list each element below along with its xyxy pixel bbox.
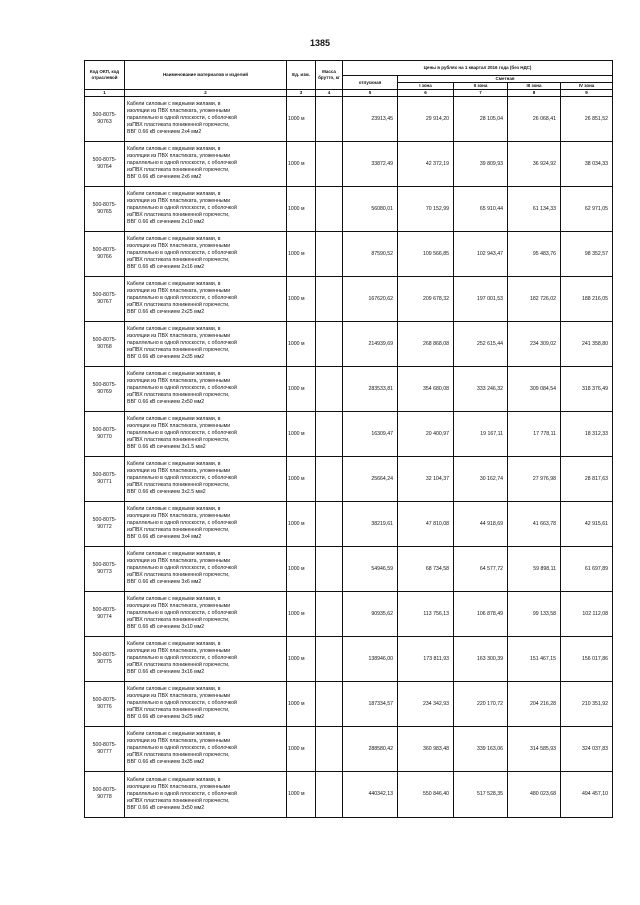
zone-4-price: 18 312,33 bbox=[561, 411, 613, 456]
product-name-line: ВВГ 0.66 кВ сечением 3х1.5 мм2 bbox=[127, 444, 206, 451]
product-name-line: изоляции из ПВХ пластиката, уложенными bbox=[127, 513, 231, 520]
table-row bbox=[85, 366, 613, 411]
zone-3-price: 204 216,28 bbox=[508, 681, 561, 726]
unit-of-measure: 1000 м bbox=[287, 546, 316, 591]
product-name-line: изоляции из ПВХ пластиката, уложенными bbox=[127, 738, 231, 745]
unit-of-measure: 1000 м bbox=[287, 591, 316, 636]
table-body bbox=[85, 96, 613, 817]
product-name bbox=[125, 366, 287, 411]
product-name-line: изоляции из ПВХ пластиката, уложенными bbox=[127, 333, 231, 340]
zone-2-price: 19 167,11 bbox=[454, 411, 508, 456]
product-name-line: ВВГ 0.66 кВ сечением 2х25 мм2 bbox=[127, 309, 205, 316]
product-code-part: 500-8075- bbox=[92, 246, 117, 253]
unit-of-measure: 1000 м bbox=[287, 771, 316, 817]
product-name bbox=[125, 681, 287, 726]
zone-1-price: 360 983,48 bbox=[398, 726, 454, 771]
release-price: 283533,81 bbox=[343, 366, 398, 411]
zone-4-price: 156 017,86 bbox=[561, 636, 613, 681]
product-name-line: ВВГ 0.66 кВ сечением 2х50 мм2 bbox=[127, 399, 205, 406]
gross-mass bbox=[316, 231, 343, 276]
table-row bbox=[85, 771, 613, 817]
zone-4-price: 210 351,92 bbox=[561, 681, 613, 726]
gross-mass bbox=[316, 276, 343, 321]
product-name-line: ВВГ 0.66 кВ сечением 3х4 мм2 bbox=[127, 534, 202, 541]
product-code bbox=[85, 186, 125, 231]
product-name-line: Кабели силовые с медными жилами, в bbox=[127, 461, 221, 468]
product-name-line: изоляции из ПВХ пластиката, уложенными bbox=[127, 288, 231, 295]
column-number: 4 bbox=[316, 89, 343, 96]
gross-mass bbox=[316, 321, 343, 366]
product-name-line: изПВХ пластиката пониженной горючести, bbox=[127, 527, 230, 534]
product-name-line: изоляции из ПВХ пластиката, уложенными bbox=[127, 783, 231, 790]
product-name-line: параллельно в одной плоскости, с оболочкой bbox=[127, 160, 237, 167]
product-code-part: 500-8075- bbox=[92, 516, 117, 523]
product-code-part: 90774 bbox=[97, 613, 112, 620]
product-code-part: 90778 bbox=[97, 794, 112, 801]
zone-2-price: 333 246,32 bbox=[454, 366, 508, 411]
zone-2-price: 65 910,44 bbox=[454, 186, 508, 231]
release-price: 87590,52 bbox=[343, 231, 398, 276]
unit-of-measure: 1000 м bbox=[287, 681, 316, 726]
zone-3-price: 314 585,93 bbox=[508, 726, 561, 771]
product-code bbox=[85, 411, 125, 456]
product-name-line: Кабели силовые с медными жилами, в bbox=[127, 686, 221, 693]
product-name-line: ВВГ 0.66 кВ сечением 2х16 мм2 bbox=[127, 264, 205, 271]
zone-2-price: 64 577,72 bbox=[454, 546, 508, 591]
header-code: Код ОКП, код отраслевой bbox=[85, 61, 125, 90]
zone-3-price: 234 309,02 bbox=[508, 321, 561, 366]
product-code-part: 500-8075- bbox=[92, 696, 117, 703]
zone-1-price: 20 400,97 bbox=[398, 411, 454, 456]
product-name-line: ВВГ 0.66 кВ сечением 3х50 мм2 bbox=[127, 804, 205, 811]
table-row bbox=[85, 141, 613, 186]
release-price: 33872,49 bbox=[343, 141, 398, 186]
product-name-line: Кабели силовые с медными жилами, в bbox=[127, 371, 221, 378]
product-name-line: Кабели силовые с медными жилами, в bbox=[127, 506, 221, 513]
page-number: 1385 bbox=[309, 38, 331, 48]
unit-of-measure: 1000 м bbox=[287, 321, 316, 366]
release-price: 16309,47 bbox=[343, 411, 398, 456]
zone-3-price: 95 483,76 bbox=[508, 231, 561, 276]
product-name-line: изоляции из ПВХ пластиката, уложенными bbox=[127, 198, 231, 205]
product-code-part: 90770 bbox=[97, 433, 112, 440]
product-name-line: изПВХ пластиката пониженной горючести, bbox=[127, 167, 230, 174]
table-row bbox=[85, 636, 613, 681]
table-row bbox=[85, 321, 613, 366]
zone-2-price: 517 528,35 bbox=[454, 771, 508, 817]
column-number-row bbox=[85, 89, 613, 96]
unit-of-measure: 1000 м bbox=[287, 186, 316, 231]
zone-4-price: 28 817,63 bbox=[561, 456, 613, 501]
price-table bbox=[84, 60, 613, 818]
zone-1-price: 268 868,08 bbox=[398, 321, 454, 366]
zone-4-price: 494 457,10 bbox=[561, 771, 613, 817]
product-name-line: ВВГ 0.66 кВ сечением 3х6 мм2 bbox=[127, 579, 202, 586]
product-name-line: параллельно в одной плоскости, с оболочкой bbox=[127, 475, 237, 482]
zone-2-price: 220 170,72 bbox=[454, 681, 508, 726]
header-mass: Масса брутто, кг bbox=[316, 61, 343, 90]
zone-4-price: 324 037,83 bbox=[561, 726, 613, 771]
product-name-line: Кабели силовые с медными жилами, в bbox=[127, 596, 221, 603]
zone-1-price: 550 846,40 bbox=[398, 771, 454, 817]
column-number: 9 bbox=[561, 89, 613, 96]
table-row bbox=[85, 456, 613, 501]
zone-2-price: 102 943,47 bbox=[454, 231, 508, 276]
product-name-line: изПВХ пластиката пониженной горючести, bbox=[127, 122, 230, 129]
product-name-line: изоляции из ПВХ пластиката, уложенными bbox=[127, 693, 231, 700]
header-unit: Ед. изм. bbox=[287, 61, 316, 90]
release-price: 25664,24 bbox=[343, 456, 398, 501]
zone-4-price: 62 971,05 bbox=[561, 186, 613, 231]
zone-3-price: 41 663,78 bbox=[508, 501, 561, 546]
zone-3-price: 182 726,02 bbox=[508, 276, 561, 321]
zone-4-price: 98 352,57 bbox=[561, 231, 613, 276]
product-name-line: изПВХ пластиката пониженной горючести, bbox=[127, 572, 230, 579]
zone-1-price: 42 372,19 bbox=[398, 141, 454, 186]
product-name-line: Кабели силовые с медными жилами, в bbox=[127, 641, 221, 648]
gross-mass bbox=[316, 411, 343, 456]
zone-3-price: 61 134,33 bbox=[508, 186, 561, 231]
zone-3-price: 480 023,68 bbox=[508, 771, 561, 817]
product-name-line: изоляции из ПВХ пластиката, уложенными bbox=[127, 603, 231, 610]
zone-3-price: 26 068,41 bbox=[508, 96, 561, 141]
product-name-line: параллельно в одной плоскости, с оболочкой bbox=[127, 115, 237, 122]
table-row bbox=[85, 501, 613, 546]
unit-of-measure: 1000 м bbox=[287, 726, 316, 771]
product-name-line: изоляции из ПВХ пластиката, уложенными bbox=[127, 153, 231, 160]
product-code-part: 500-8075- bbox=[92, 561, 117, 568]
product-code bbox=[85, 501, 125, 546]
table-row bbox=[85, 186, 613, 231]
product-name bbox=[125, 771, 287, 817]
table-row bbox=[85, 411, 613, 456]
table-row bbox=[85, 96, 613, 141]
product-code bbox=[85, 546, 125, 591]
product-name-line: Кабели силовые с медными жилами, в bbox=[127, 731, 221, 738]
zone-2-price: 106 878,49 bbox=[454, 591, 508, 636]
product-name bbox=[125, 591, 287, 636]
product-name-line: изоляции из ПВХ пластиката, уложенными bbox=[127, 243, 231, 250]
product-name-line: ВВГ 0.66 кВ сечением 3х2.5 мм2 bbox=[127, 489, 206, 496]
product-name-line: изоляции из ПВХ пластиката, уложенными bbox=[127, 423, 231, 430]
product-name bbox=[125, 321, 287, 366]
product-code-part: 90776 bbox=[97, 703, 112, 710]
release-price: 187334,57 bbox=[343, 681, 398, 726]
product-name-line: Кабели силовые с медными жилами, в bbox=[127, 551, 221, 558]
zone-4-price: 42 915,61 bbox=[561, 501, 613, 546]
product-code-part: 90777 bbox=[97, 748, 112, 755]
product-name-line: ВВГ 0.66 кВ сечением 3х16 мм2 bbox=[127, 669, 205, 676]
zone-1-price: 173 811,93 bbox=[398, 636, 454, 681]
unit-of-measure: 1000 м bbox=[287, 366, 316, 411]
zone-1-price: 113 756,13 bbox=[398, 591, 454, 636]
product-name-line: изПВХ пластиката пониженной горючести, bbox=[127, 347, 230, 354]
column-number: 2 bbox=[125, 89, 287, 96]
gross-mass bbox=[316, 186, 343, 231]
release-price: 440342,13 bbox=[343, 771, 398, 817]
zone-4-price: 61 697,89 bbox=[561, 546, 613, 591]
gross-mass bbox=[316, 546, 343, 591]
product-code-part: 500-8075- bbox=[92, 336, 117, 343]
gross-mass bbox=[316, 141, 343, 186]
product-code bbox=[85, 141, 125, 186]
table-row bbox=[85, 591, 613, 636]
product-name-line: изоляции из ПВХ пластиката, уложенными bbox=[127, 558, 231, 565]
product-name-line: Кабели силовые с медными жилами, в bbox=[127, 326, 221, 333]
product-code-part: 500-8075- bbox=[92, 291, 117, 298]
product-name-line: ВВГ 0.66 кВ сечением 2х4 мм2 bbox=[127, 129, 202, 136]
product-name bbox=[125, 276, 287, 321]
header-release-price: отпускная bbox=[343, 76, 398, 90]
column-number: 7 bbox=[454, 89, 508, 96]
header-zone-1: I зона bbox=[398, 83, 454, 90]
column-number: 1 bbox=[85, 89, 125, 96]
product-name-line: Кабели силовые с медными жилами, в bbox=[127, 776, 221, 783]
gross-mass bbox=[316, 501, 343, 546]
product-name bbox=[125, 456, 287, 501]
gross-mass bbox=[316, 366, 343, 411]
product-name-line: параллельно в одной плоскости, с оболочкой bbox=[127, 655, 237, 662]
product-name bbox=[125, 96, 287, 141]
unit-of-measure: 1000 м bbox=[287, 231, 316, 276]
zone-1-price: 209 678,32 bbox=[398, 276, 454, 321]
header-name: Наименование материалов и изделий bbox=[125, 61, 287, 90]
table-row bbox=[85, 546, 613, 591]
product-code-part: 500-8075- bbox=[92, 381, 117, 388]
zone-1-price: 354 680,08 bbox=[398, 366, 454, 411]
product-name-line: изПВХ пластиката пониженной горючести, bbox=[127, 482, 230, 489]
product-name-line: параллельно в одной плоскости, с оболочкой bbox=[127, 295, 237, 302]
product-code-part: 500-8075- bbox=[92, 741, 117, 748]
release-price: 38219,61 bbox=[343, 501, 398, 546]
product-name-line: изПВХ пластиката пониженной горючести, bbox=[127, 437, 230, 444]
product-name bbox=[125, 411, 287, 456]
zone-2-price: 339 163,06 bbox=[454, 726, 508, 771]
product-code bbox=[85, 681, 125, 726]
product-code bbox=[85, 96, 125, 141]
product-name-line: Кабели силовые с медными жилами, в bbox=[127, 146, 221, 153]
product-name-line: ВВГ 0.66 кВ сечением 3х35 мм2 bbox=[127, 759, 205, 766]
product-code-part: 90767 bbox=[97, 298, 112, 305]
table-row bbox=[85, 276, 613, 321]
product-name bbox=[125, 501, 287, 546]
product-name-line: изПВХ пластиката пониженной горючести, bbox=[127, 707, 230, 714]
product-name-line: Кабели силовые с медными жилами, в bbox=[127, 191, 221, 198]
gross-mass bbox=[316, 456, 343, 501]
product-code-part: 90763 bbox=[97, 118, 112, 125]
product-name-line: ВВГ 0.66 кВ сечением 2х35 мм2 bbox=[127, 354, 205, 361]
header-prices-title: Цены в рублях на 1 квартал 2016 года (без НДС) bbox=[343, 61, 613, 76]
unit-of-measure: 1000 м bbox=[287, 636, 316, 681]
zone-1-price: 29 914,20 bbox=[398, 96, 454, 141]
product-name-line: изПВХ пластиката пониженной горючести, bbox=[127, 662, 230, 669]
zone-2-price: 197 001,53 bbox=[454, 276, 508, 321]
zone-2-price: 163 300,39 bbox=[454, 636, 508, 681]
product-name-line: параллельно в одной плоскости, с оболочкой bbox=[127, 610, 237, 617]
product-code-part: 90768 bbox=[97, 343, 112, 350]
product-name-line: параллельно в одной плоскости, с оболочкой bbox=[127, 745, 237, 752]
zone-2-price: 252 615,44 bbox=[454, 321, 508, 366]
zone-2-price: 44 918,69 bbox=[454, 501, 508, 546]
release-price: 54946,59 bbox=[343, 546, 398, 591]
product-code bbox=[85, 636, 125, 681]
release-price: 56080,01 bbox=[343, 186, 398, 231]
product-code bbox=[85, 321, 125, 366]
product-name-line: ВВГ 0.66 кВ сечением 2х6 мм2 bbox=[127, 174, 202, 181]
header-zone-4: IV зона bbox=[561, 83, 613, 90]
product-name-line: изПВХ пластиката пониженной горючести, bbox=[127, 392, 230, 399]
product-code-part: 500-8075- bbox=[92, 471, 117, 478]
product-code-part: 90772 bbox=[97, 523, 112, 530]
product-code-part: 500-8075- bbox=[92, 606, 117, 613]
table-row bbox=[85, 231, 613, 276]
gross-mass bbox=[316, 771, 343, 817]
zone-4-price: 241 358,80 bbox=[561, 321, 613, 366]
product-code-part: 500-8075- bbox=[92, 787, 117, 794]
product-name-line: изПВХ пластиката пониженной горючести, bbox=[127, 212, 230, 219]
product-name-line: параллельно в одной плоскости, с оболочкой bbox=[127, 700, 237, 707]
zone-3-price: 17 778,11 bbox=[508, 411, 561, 456]
zone-2-price: 30 162,74 bbox=[454, 456, 508, 501]
zone-3-price: 59 898,11 bbox=[508, 546, 561, 591]
product-code-part: 500-8075- bbox=[92, 156, 117, 163]
table-row bbox=[85, 726, 613, 771]
product-name-line: изПВХ пластиката пониженной горючести, bbox=[127, 752, 230, 759]
product-code-part: 90771 bbox=[97, 478, 112, 485]
product-name-line: Кабели силовые с медными жилами, в bbox=[127, 236, 221, 243]
zone-4-price: 38 034,33 bbox=[561, 141, 613, 186]
zone-1-price: 47 810,08 bbox=[398, 501, 454, 546]
header-estimated-price: Сметная bbox=[398, 76, 613, 83]
zone-4-price: 102 112,08 bbox=[561, 591, 613, 636]
column-number: 5 bbox=[343, 89, 398, 96]
product-code bbox=[85, 456, 125, 501]
column-number: 3 bbox=[287, 89, 316, 96]
gross-mass bbox=[316, 681, 343, 726]
product-name-line: изоляции из ПВХ пластиката, уложенными bbox=[127, 648, 231, 655]
zone-3-price: 151 467,15 bbox=[508, 636, 561, 681]
product-name-line: изПВХ пластиката пониженной горючести, bbox=[127, 257, 230, 264]
product-name-line: изПВХ пластиката пониженной горючести, bbox=[127, 797, 230, 804]
zone-2-price: 28 105,04 bbox=[454, 96, 508, 141]
product-name-line: ВВГ 0.66 кВ сечением 3х25 мм2 bbox=[127, 714, 205, 721]
gross-mass bbox=[316, 726, 343, 771]
product-name-line: параллельно в одной плоскости, с оболочкой bbox=[127, 565, 237, 572]
product-name-line: параллельно в одной плоскости, с оболочкой bbox=[127, 520, 237, 527]
product-name bbox=[125, 231, 287, 276]
product-name-line: Кабели силовые с медными жилами, в bbox=[127, 101, 221, 108]
product-code-part: 90764 bbox=[97, 163, 112, 170]
product-name-line: параллельно в одной плоскости, с оболочкой bbox=[127, 790, 237, 797]
product-name bbox=[125, 726, 287, 771]
product-code-part: 90775 bbox=[97, 658, 112, 665]
zone-3-price: 27 976,98 bbox=[508, 456, 561, 501]
zone-4-price: 188 216,05 bbox=[561, 276, 613, 321]
zone-2-price: 39 809,93 bbox=[454, 141, 508, 186]
column-number: 8 bbox=[508, 89, 561, 96]
product-name bbox=[125, 636, 287, 681]
release-price: 288580,42 bbox=[343, 726, 398, 771]
product-code bbox=[85, 771, 125, 817]
product-name-line: параллельно в одной плоскости, с оболочкой bbox=[127, 250, 237, 257]
gross-mass bbox=[316, 636, 343, 681]
zone-3-price: 36 924,92 bbox=[508, 141, 561, 186]
product-code-part: 90769 bbox=[97, 388, 112, 395]
zone-1-price: 70 152,99 bbox=[398, 186, 454, 231]
zone-3-price: 309 084,54 bbox=[508, 366, 561, 411]
product-code-part: 500-8075- bbox=[92, 111, 117, 118]
product-code-part: 500-8075- bbox=[92, 426, 117, 433]
product-name-line: изоляции из ПВХ пластиката, уложенными bbox=[127, 468, 231, 475]
zone-3-price: 99 133,58 bbox=[508, 591, 561, 636]
product-name-line: Кабели силовые с медными жилами, в bbox=[127, 416, 221, 423]
release-price: 23913,45 bbox=[343, 96, 398, 141]
product-code bbox=[85, 591, 125, 636]
product-name-line: параллельно в одной плоскости, с оболочкой bbox=[127, 385, 237, 392]
zone-4-price: 318 376,49 bbox=[561, 366, 613, 411]
product-code bbox=[85, 366, 125, 411]
product-code-part: 90765 bbox=[97, 208, 112, 215]
zone-1-price: 32 104,37 bbox=[398, 456, 454, 501]
header-zone-2: II зона bbox=[454, 83, 508, 90]
product-code-part: 90766 bbox=[97, 253, 112, 260]
product-name-line: параллельно в одной плоскости, с оболочкой bbox=[127, 340, 237, 347]
zone-1-price: 68 734,58 bbox=[398, 546, 454, 591]
product-name-line: Кабели силовые с медными жилами, в bbox=[127, 281, 221, 288]
unit-of-measure: 1000 м bbox=[287, 276, 316, 321]
zone-1-price: 234 342,93 bbox=[398, 681, 454, 726]
unit-of-measure: 1000 м bbox=[287, 96, 316, 141]
product-code bbox=[85, 276, 125, 321]
product-name-line: изоляции из ПВХ пластиката, уложенными bbox=[127, 378, 231, 385]
product-name-line: изПВХ пластиката пониженной горючести, bbox=[127, 617, 230, 624]
unit-of-measure: 1000 м bbox=[287, 501, 316, 546]
product-name-line: параллельно в одной плоскости, с оболочкой bbox=[127, 205, 237, 212]
release-price: 167620,62 bbox=[343, 276, 398, 321]
release-price: 90935,62 bbox=[343, 591, 398, 636]
release-price: 214939,69 bbox=[343, 321, 398, 366]
product-name-line: параллельно в одной плоскости, с оболочкой bbox=[127, 430, 237, 437]
product-code-part: 90773 bbox=[97, 568, 112, 575]
product-code bbox=[85, 726, 125, 771]
product-name bbox=[125, 546, 287, 591]
product-name bbox=[125, 141, 287, 186]
product-name-line: изПВХ пластиката пониженной горючести, bbox=[127, 302, 230, 309]
header-zone-3: III зона bbox=[508, 83, 561, 90]
product-name-line: ВВГ 0.66 кВ сечением 3х10 мм2 bbox=[127, 624, 205, 631]
product-code bbox=[85, 231, 125, 276]
release-price: 138946,00 bbox=[343, 636, 398, 681]
zone-1-price: 109 566,85 bbox=[398, 231, 454, 276]
column-number: 6 bbox=[398, 89, 454, 96]
table-row bbox=[85, 681, 613, 726]
product-code-part: 500-8075- bbox=[92, 201, 117, 208]
product-code-part: 500-8075- bbox=[92, 651, 117, 658]
unit-of-measure: 1000 м bbox=[287, 141, 316, 186]
zone-4-price: 26 851,52 bbox=[561, 96, 613, 141]
unit-of-measure: 1000 м bbox=[287, 411, 316, 456]
product-name-line: изоляции из ПВХ пластиката, уложенными bbox=[127, 108, 231, 115]
unit-of-measure: 1000 м bbox=[287, 456, 316, 501]
gross-mass bbox=[316, 591, 343, 636]
gross-mass bbox=[316, 96, 343, 141]
table-header bbox=[85, 61, 613, 97]
product-name bbox=[125, 186, 287, 231]
product-name-line: ВВГ 0.66 кВ сечением 2х10 мм2 bbox=[127, 219, 205, 226]
